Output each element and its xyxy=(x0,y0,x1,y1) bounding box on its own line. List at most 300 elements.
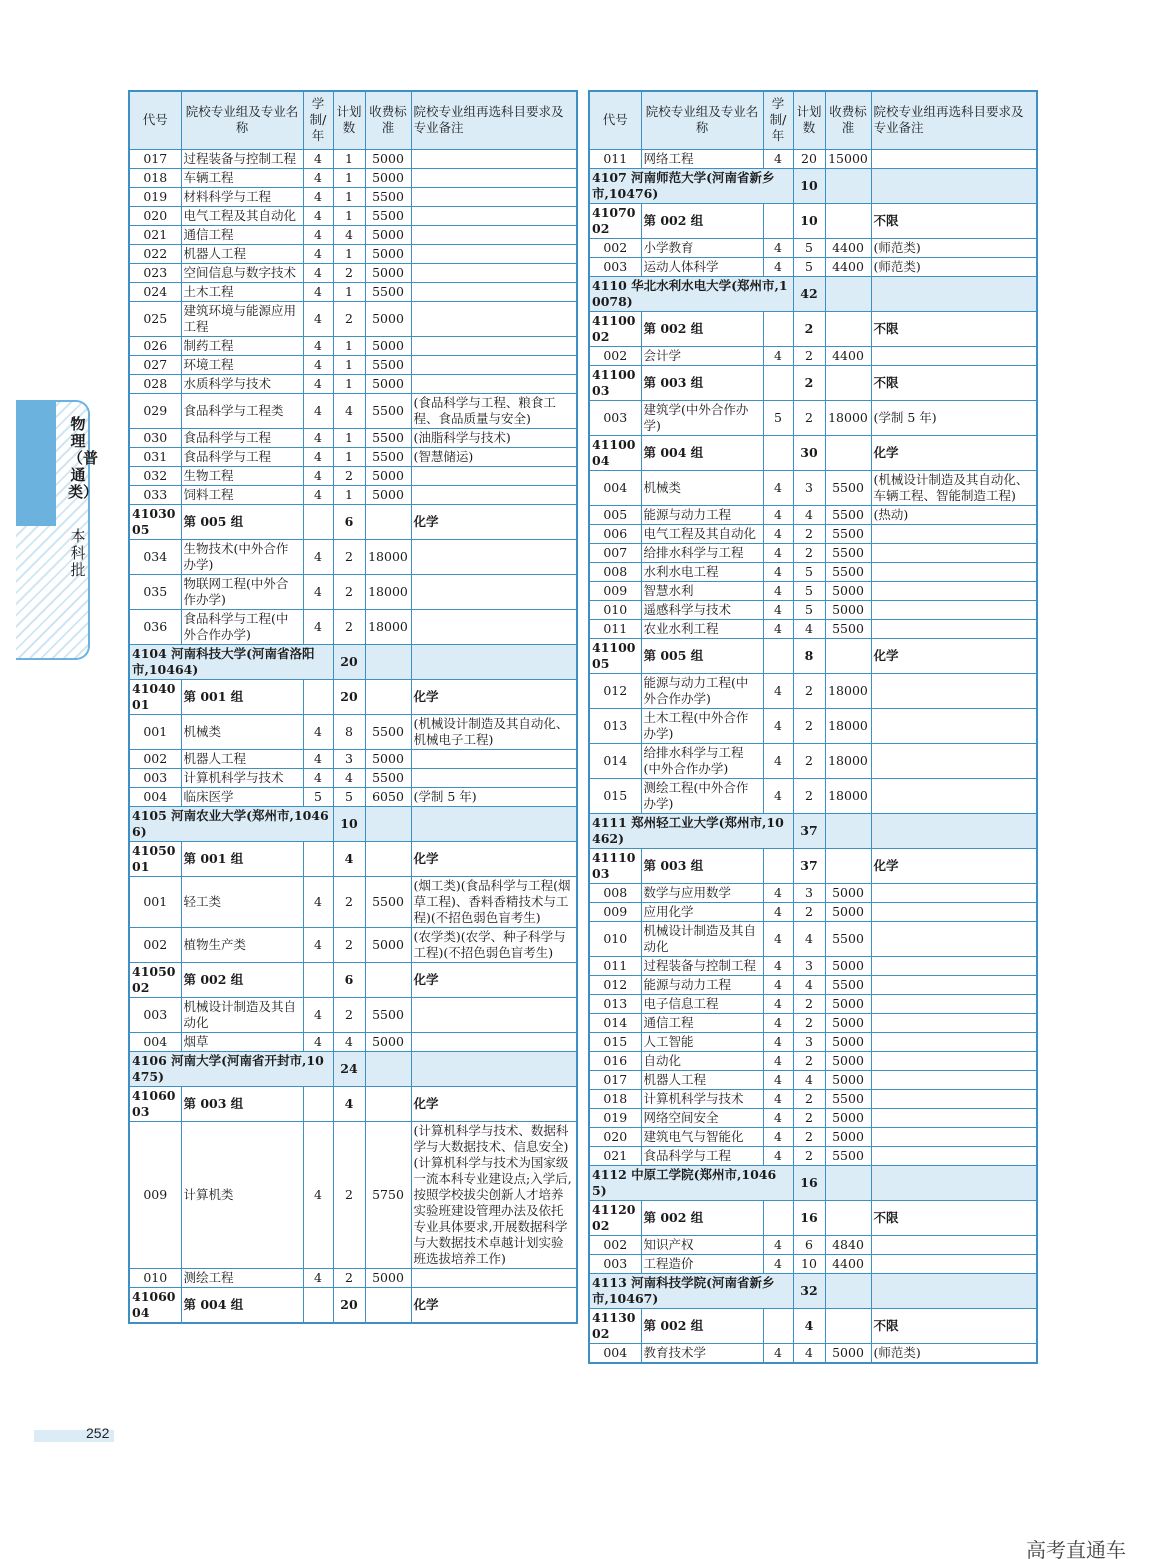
major-plan: 2 xyxy=(333,876,365,927)
major-name: 土木工程(中外合作办学) xyxy=(641,708,763,743)
major-name: 食品科学与工程类 xyxy=(181,393,303,428)
major-row xyxy=(589,149,1037,168)
group-years xyxy=(303,1086,333,1121)
major-code: 004 xyxy=(589,1343,641,1363)
major-fee: 5500 xyxy=(365,428,411,447)
major-name: 能源与动力工程 xyxy=(641,505,763,524)
major-fee: 5500 xyxy=(365,876,411,927)
major-code: 034 xyxy=(129,539,181,574)
group-years xyxy=(763,1200,793,1235)
major-fee: 5500 xyxy=(365,206,411,225)
major-row xyxy=(589,619,1037,638)
major-name: 给排水科学与工程 xyxy=(641,543,763,562)
group-row xyxy=(129,962,577,997)
major-years: 4 xyxy=(303,1268,333,1287)
major-note xyxy=(871,708,1037,743)
major-code: 035 xyxy=(129,574,181,609)
major-row xyxy=(589,883,1037,902)
major-code: 021 xyxy=(129,225,181,244)
major-years: 4 xyxy=(763,600,793,619)
university-plan: 24 xyxy=(333,1051,365,1086)
university-fee xyxy=(825,1165,871,1200)
major-note xyxy=(871,1051,1037,1070)
major-fee: 18000 xyxy=(825,400,871,435)
group-row xyxy=(129,1287,577,1323)
major-code: 009 xyxy=(589,902,641,921)
major-name: 通信工程 xyxy=(181,225,303,244)
table-header-row xyxy=(129,91,577,149)
major-note xyxy=(411,768,577,787)
major-note: (机械设计制造及其自动化、车辆工程、智能制造工程) xyxy=(871,470,1037,505)
major-fee: 5000 xyxy=(365,301,411,336)
major-plan: 2 xyxy=(793,1146,825,1165)
group-code: 4111003 xyxy=(589,848,641,883)
major-code: 024 xyxy=(129,282,181,301)
major-years: 4 xyxy=(303,282,333,301)
major-note: (机械设计制造及其自动化、机械电子工程) xyxy=(411,714,577,749)
university-fee xyxy=(365,1051,411,1086)
major-code: 004 xyxy=(129,787,181,806)
major-plan: 1 xyxy=(333,244,365,263)
major-plan: 4 xyxy=(793,921,825,956)
right-table-body xyxy=(589,149,1037,1363)
major-name: 植物生产类 xyxy=(181,927,303,962)
major-plan: 2 xyxy=(333,1268,365,1287)
major-row xyxy=(129,428,577,447)
group-plan: 2 xyxy=(793,365,825,400)
major-name: 测绘工程 xyxy=(181,1268,303,1287)
major-fee: 5000 xyxy=(825,1032,871,1051)
group-fee xyxy=(825,435,871,470)
group-row xyxy=(589,848,1037,883)
group-name: 第 003 组 xyxy=(181,1086,303,1121)
major-name: 自动化 xyxy=(641,1051,763,1070)
group-code: 4106004 xyxy=(129,1287,181,1323)
major-note xyxy=(411,282,577,301)
major-years: 4 xyxy=(763,743,793,778)
major-fee: 5500 xyxy=(825,619,871,638)
major-name: 食品科学与工程 xyxy=(641,1146,763,1165)
major-name: 制药工程 xyxy=(181,336,303,355)
major-name: 电子信息工程 xyxy=(641,994,763,1013)
major-name: 给排水科学与工程(中外合作办学) xyxy=(641,743,763,778)
group-plan: 37 xyxy=(793,848,825,883)
major-note xyxy=(411,997,577,1032)
major-years: 4 xyxy=(303,263,333,282)
major-code: 009 xyxy=(589,581,641,600)
group-years xyxy=(303,962,333,997)
major-name: 机械设计制造及其自动化 xyxy=(181,997,303,1032)
major-note: (学制 5 年) xyxy=(411,787,577,806)
group-code: 4110005 xyxy=(589,638,641,673)
group-subject-requirement: 化学 xyxy=(871,638,1037,673)
major-fee: 4400 xyxy=(825,346,871,365)
group-row xyxy=(589,638,1037,673)
university-name: 4112 中原工学院(郑州市,10465) xyxy=(589,1165,793,1200)
major-code: 017 xyxy=(129,149,181,168)
major-row xyxy=(589,1127,1037,1146)
major-name: 机器人工程 xyxy=(181,244,303,263)
major-name: 饲料工程 xyxy=(181,485,303,504)
major-row xyxy=(589,470,1037,505)
major-fee: 18000 xyxy=(825,743,871,778)
major-fee: 5500 xyxy=(825,921,871,956)
major-plan: 2 xyxy=(793,708,825,743)
major-plan: 6 xyxy=(793,1235,825,1254)
major-years: 4 xyxy=(763,524,793,543)
major-code: 015 xyxy=(589,1032,641,1051)
major-plan: 3 xyxy=(793,1032,825,1051)
major-code: 022 xyxy=(129,244,181,263)
major-plan: 2 xyxy=(793,1051,825,1070)
major-row xyxy=(589,1089,1037,1108)
major-code: 021 xyxy=(589,1146,641,1165)
major-fee: 18000 xyxy=(365,574,411,609)
major-code: 031 xyxy=(129,447,181,466)
major-plan: 4 xyxy=(793,1343,825,1363)
group-plan: 4 xyxy=(793,1308,825,1343)
university-note xyxy=(871,813,1037,848)
university-name: 4113 河南科技学院(河南省新乡市,10467) xyxy=(589,1273,793,1308)
major-row xyxy=(129,282,577,301)
major-note xyxy=(411,485,577,504)
major-code: 015 xyxy=(589,778,641,813)
university-row xyxy=(589,813,1037,848)
major-fee: 5500 xyxy=(825,1089,871,1108)
university-fee xyxy=(365,806,411,841)
side-batch-label: 本科批 xyxy=(70,527,86,579)
major-name: 会计学 xyxy=(641,346,763,365)
major-years: 4 xyxy=(763,1127,793,1146)
major-note: (热动) xyxy=(871,505,1037,524)
major-years: 4 xyxy=(303,609,333,644)
group-plan: 6 xyxy=(333,962,365,997)
major-years: 4 xyxy=(303,336,333,355)
right-admission-table xyxy=(588,90,1038,1364)
major-years: 4 xyxy=(763,1108,793,1127)
major-years: 4 xyxy=(763,975,793,994)
major-note xyxy=(871,1127,1037,1146)
major-years: 4 xyxy=(763,883,793,902)
group-row xyxy=(589,435,1037,470)
major-note xyxy=(411,539,577,574)
major-note: (计算机科学与技术、数据科学与大数据技术、信息安全)(计算机科学与技术为国家级一流本科专业建设点;入学后,按照学校拔尖创新人才培养实验班建设管理办法及依托专业具体要求,开展数据科学与大数据技术卓越计划实验班选拔培养工作) xyxy=(411,1121,577,1268)
major-code: 018 xyxy=(589,1089,641,1108)
major-plan: 1 xyxy=(333,282,365,301)
major-row xyxy=(589,505,1037,524)
left-table-body xyxy=(129,149,577,1323)
major-plan: 2 xyxy=(333,301,365,336)
group-years xyxy=(303,504,333,539)
major-plan: 1 xyxy=(333,374,365,393)
major-code: 001 xyxy=(129,714,181,749)
major-note xyxy=(871,902,1037,921)
major-plan: 5 xyxy=(793,562,825,581)
university-name: 4110 华北水利水电大学(郑州市,10078) xyxy=(589,276,793,311)
major-note xyxy=(871,581,1037,600)
major-plan: 1 xyxy=(333,447,365,466)
major-note xyxy=(411,244,577,263)
major-note xyxy=(871,921,1037,956)
major-code: 025 xyxy=(129,301,181,336)
major-row xyxy=(589,581,1037,600)
major-name: 知识产权 xyxy=(641,1235,763,1254)
university-row xyxy=(589,276,1037,311)
major-plan: 1 xyxy=(333,187,365,206)
group-row xyxy=(589,1200,1037,1235)
major-row xyxy=(129,997,577,1032)
major-name: 农业水利工程 xyxy=(641,619,763,638)
major-plan: 2 xyxy=(333,263,365,282)
header-years: 学制/年 xyxy=(763,91,793,149)
major-plan: 1 xyxy=(333,168,365,187)
university-plan: 20 xyxy=(333,644,365,679)
major-name: 工程造价 xyxy=(641,1254,763,1273)
major-years: 4 xyxy=(763,673,793,708)
major-note xyxy=(411,187,577,206)
major-fee: 4840 xyxy=(825,1235,871,1254)
group-years xyxy=(303,679,333,714)
university-fee xyxy=(825,1273,871,1308)
major-plan: 2 xyxy=(333,1121,365,1268)
major-row xyxy=(129,336,577,355)
group-plan: 16 xyxy=(793,1200,825,1235)
major-years: 4 xyxy=(763,149,793,168)
major-name: 水利水电工程 xyxy=(641,562,763,581)
group-name: 第 002 组 xyxy=(641,1200,763,1235)
group-subject-requirement: 不限 xyxy=(871,1308,1037,1343)
group-name: 第 001 组 xyxy=(181,679,303,714)
major-note xyxy=(871,346,1037,365)
major-name: 物联网工程(中外合作办学) xyxy=(181,574,303,609)
university-fee xyxy=(825,813,871,848)
major-note xyxy=(871,743,1037,778)
major-note xyxy=(871,619,1037,638)
major-fee: 5500 xyxy=(825,562,871,581)
major-plan: 1 xyxy=(333,428,365,447)
university-note xyxy=(411,806,577,841)
university-fee xyxy=(825,276,871,311)
major-row xyxy=(589,600,1037,619)
major-name: 计算机类 xyxy=(181,1121,303,1268)
major-row xyxy=(589,1013,1037,1032)
major-fee: 5500 xyxy=(825,524,871,543)
major-years: 4 xyxy=(303,206,333,225)
major-row xyxy=(589,673,1037,708)
group-row xyxy=(129,504,577,539)
group-subject-requirement: 化学 xyxy=(411,679,577,714)
major-years: 4 xyxy=(303,574,333,609)
major-name: 能源与动力工程(中外合作办学) xyxy=(641,673,763,708)
major-years: 4 xyxy=(763,543,793,562)
major-plan: 2 xyxy=(793,400,825,435)
major-code: 020 xyxy=(129,206,181,225)
major-code: 011 xyxy=(589,149,641,168)
major-row xyxy=(589,1070,1037,1089)
major-plan: 2 xyxy=(333,539,365,574)
major-years: 4 xyxy=(763,1254,793,1273)
major-years: 4 xyxy=(763,1343,793,1363)
major-code: 003 xyxy=(589,400,641,435)
major-name: 食品科学与工程(中外合作办学) xyxy=(181,609,303,644)
major-years: 4 xyxy=(763,562,793,581)
major-years: 4 xyxy=(763,1032,793,1051)
major-note: (师范类) xyxy=(871,1343,1037,1363)
major-row xyxy=(129,447,577,466)
major-years: 4 xyxy=(303,244,333,263)
group-code: 4110004 xyxy=(589,435,641,470)
major-fee: 5750 xyxy=(365,1121,411,1268)
group-row xyxy=(589,203,1037,238)
group-years xyxy=(763,203,793,238)
major-row xyxy=(589,238,1037,257)
major-fee: 5500 xyxy=(825,470,871,505)
major-code: 003 xyxy=(589,1254,641,1273)
major-plan: 2 xyxy=(333,997,365,1032)
university-row xyxy=(129,806,577,841)
major-row xyxy=(129,1032,577,1051)
major-years: 5 xyxy=(303,787,333,806)
major-fee: 18000 xyxy=(825,673,871,708)
major-row xyxy=(129,355,577,374)
group-years xyxy=(763,1308,793,1343)
major-note xyxy=(871,1032,1037,1051)
group-plan: 20 xyxy=(333,1287,365,1323)
group-fee xyxy=(365,841,411,876)
group-name: 第 001 组 xyxy=(181,841,303,876)
major-note xyxy=(871,778,1037,813)
major-fee: 5000 xyxy=(825,1108,871,1127)
major-fee: 5000 xyxy=(365,749,411,768)
left-admission-table xyxy=(128,90,578,1324)
major-fee: 18000 xyxy=(825,708,871,743)
major-years: 4 xyxy=(763,581,793,600)
major-plan: 2 xyxy=(793,1089,825,1108)
major-note xyxy=(411,355,577,374)
group-name: 第 005 组 xyxy=(641,638,763,673)
major-name: 空间信息与数字技术 xyxy=(181,263,303,282)
major-plan: 2 xyxy=(333,574,365,609)
side-category-label: 物理（普通类） xyxy=(68,415,99,501)
major-fee: 6050 xyxy=(365,787,411,806)
university-plan: 42 xyxy=(793,276,825,311)
major-plan: 4 xyxy=(793,505,825,524)
major-plan: 2 xyxy=(793,902,825,921)
major-row xyxy=(589,1343,1037,1363)
major-row xyxy=(129,206,577,225)
major-plan: 2 xyxy=(793,778,825,813)
major-row xyxy=(589,1254,1037,1273)
major-name: 建筑环境与能源应用工程 xyxy=(181,301,303,336)
major-note xyxy=(871,883,1037,902)
major-row xyxy=(129,1268,577,1287)
major-row xyxy=(129,714,577,749)
major-years: 4 xyxy=(303,539,333,574)
major-row xyxy=(589,1032,1037,1051)
major-code: 028 xyxy=(129,374,181,393)
major-code: 004 xyxy=(589,470,641,505)
major-note: (学制 5 年) xyxy=(871,400,1037,435)
major-note xyxy=(871,673,1037,708)
major-note xyxy=(411,749,577,768)
major-row xyxy=(129,927,577,962)
major-fee: 5000 xyxy=(365,466,411,485)
header-plan: 计划数 xyxy=(793,91,825,149)
group-code: 4113002 xyxy=(589,1308,641,1343)
major-name: 遥感科学与技术 xyxy=(641,600,763,619)
major-plan: 2 xyxy=(793,743,825,778)
group-subject-requirement: 不限 xyxy=(871,203,1037,238)
major-name: 环境工程 xyxy=(181,355,303,374)
group-name: 第 004 组 xyxy=(641,435,763,470)
major-years: 4 xyxy=(763,346,793,365)
major-years: 4 xyxy=(303,355,333,374)
major-plan: 4 xyxy=(333,768,365,787)
major-years: 4 xyxy=(303,374,333,393)
major-row xyxy=(129,263,577,282)
university-plan: 32 xyxy=(793,1273,825,1308)
university-plan: 16 xyxy=(793,1165,825,1200)
major-years: 4 xyxy=(303,168,333,187)
major-code: 016 xyxy=(589,1051,641,1070)
group-code: 4106003 xyxy=(129,1086,181,1121)
major-fee: 5500 xyxy=(365,997,411,1032)
major-note xyxy=(871,543,1037,562)
major-name: 建筑电气与智能化 xyxy=(641,1127,763,1146)
major-plan: 5 xyxy=(793,600,825,619)
major-plan: 4 xyxy=(793,975,825,994)
group-years xyxy=(763,365,793,400)
major-row xyxy=(129,768,577,787)
header-plan: 计划数 xyxy=(333,91,365,149)
group-fee xyxy=(365,1086,411,1121)
major-name: 通信工程 xyxy=(641,1013,763,1032)
major-years: 5 xyxy=(763,400,793,435)
major-name: 临床医学 xyxy=(181,787,303,806)
major-name: 过程装备与控制工程 xyxy=(641,956,763,975)
major-code: 003 xyxy=(589,257,641,276)
major-code: 029 xyxy=(129,393,181,428)
major-note xyxy=(871,1108,1037,1127)
major-fee: 5000 xyxy=(825,1013,871,1032)
major-row xyxy=(129,187,577,206)
group-plan: 30 xyxy=(793,435,825,470)
major-note xyxy=(871,1235,1037,1254)
major-fee: 5500 xyxy=(365,355,411,374)
major-fee: 5000 xyxy=(365,485,411,504)
side-tab-accent xyxy=(16,402,56,526)
major-plan: 2 xyxy=(793,524,825,543)
group-subject-requirement: 化学 xyxy=(871,435,1037,470)
major-note xyxy=(411,466,577,485)
header-code: 代号 xyxy=(589,91,641,149)
major-years: 4 xyxy=(303,466,333,485)
major-years: 4 xyxy=(303,447,333,466)
major-code: 005 xyxy=(589,505,641,524)
group-plan: 10 xyxy=(793,203,825,238)
major-name: 应用化学 xyxy=(641,902,763,921)
major-name: 土木工程 xyxy=(181,282,303,301)
major-code: 004 xyxy=(129,1032,181,1051)
major-name: 网络空间安全 xyxy=(641,1108,763,1127)
major-row xyxy=(589,1146,1037,1165)
major-row xyxy=(589,975,1037,994)
group-subject-requirement: 不限 xyxy=(871,311,1037,346)
group-years xyxy=(763,435,793,470)
major-code: 002 xyxy=(129,927,181,962)
university-note xyxy=(871,1273,1037,1308)
major-note xyxy=(871,956,1037,975)
